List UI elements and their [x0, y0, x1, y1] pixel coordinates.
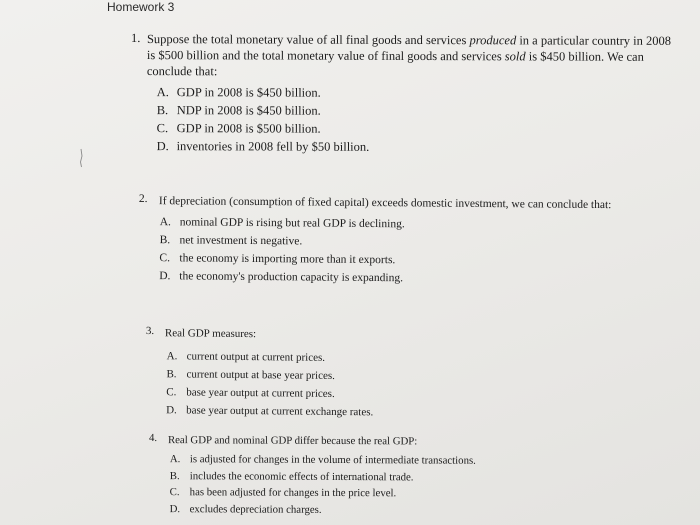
question-text: Suppose the total monetary value of all final goods and services produced in a particular country in 2008 is $500 billion and the total monetary value of final goods and services sold is $450 billion. We can conclude that:: [146, 32, 672, 79]
option-c: C. GDP in 2008 is $500 billion.: [156, 121, 321, 136]
option-d: D. excludes depreciation charges.: [169, 502, 322, 516]
answer-options: [157, 83, 676, 157]
question-text: Real GDP and nominal GDP differ because the real GDP:: [167, 434, 418, 448]
option-b: B. includes the economic effects of international trade.: [169, 469, 414, 483]
answer-options: [166, 347, 666, 424]
question-number: 4.: [148, 432, 158, 445]
option-a: A. nominal GDP is rising but real GDP is declining.: [159, 216, 405, 231]
option-a: A. is adjusted for changes in the volume of intermediate transactions.: [169, 453, 476, 467]
option-d: D. the economy's production capacity is expanding.: [159, 270, 404, 285]
option-a: A. GDP in 2008 is $450 billion.: [156, 85, 321, 100]
option-b: B. net investment is negative.: [159, 234, 303, 248]
option-d: D. base year output at current exchange rates.: [166, 404, 374, 419]
question-4: [149, 432, 669, 520]
option-d: D. inventories in 2008 fell by $50 billion.: [156, 139, 370, 154]
option-c: C. has been adjusted for changes in the price level.: [169, 486, 397, 500]
question-number: 2.: [138, 193, 148, 206]
question-number: 3.: [145, 325, 155, 338]
answer-options: [170, 451, 669, 520]
question-number: 1.: [130, 31, 141, 46]
answer-options: [159, 213, 659, 289]
option-b: B. NDP in 2008 is $450 billion.: [156, 103, 321, 118]
page-title: Homework 3: [107, 0, 175, 14]
pen-mark: [78, 148, 84, 168]
option-c: C. base year output at current prices.: [166, 386, 335, 400]
question-3: [145, 325, 666, 424]
option-c: C. the economy is importing more than it exports.: [159, 252, 396, 267]
option-a: A. current output at current prices.: [166, 350, 326, 364]
question-text: Real GDP measures:: [164, 327, 257, 341]
question-1: [131, 31, 676, 157]
question-text: If depreciation (consumption of fixed capital) exceeds domestic investment, we can conclude that:: [158, 195, 612, 212]
question-2: [138, 193, 659, 290]
option-b: B. current output at base year prices.: [166, 368, 335, 382]
